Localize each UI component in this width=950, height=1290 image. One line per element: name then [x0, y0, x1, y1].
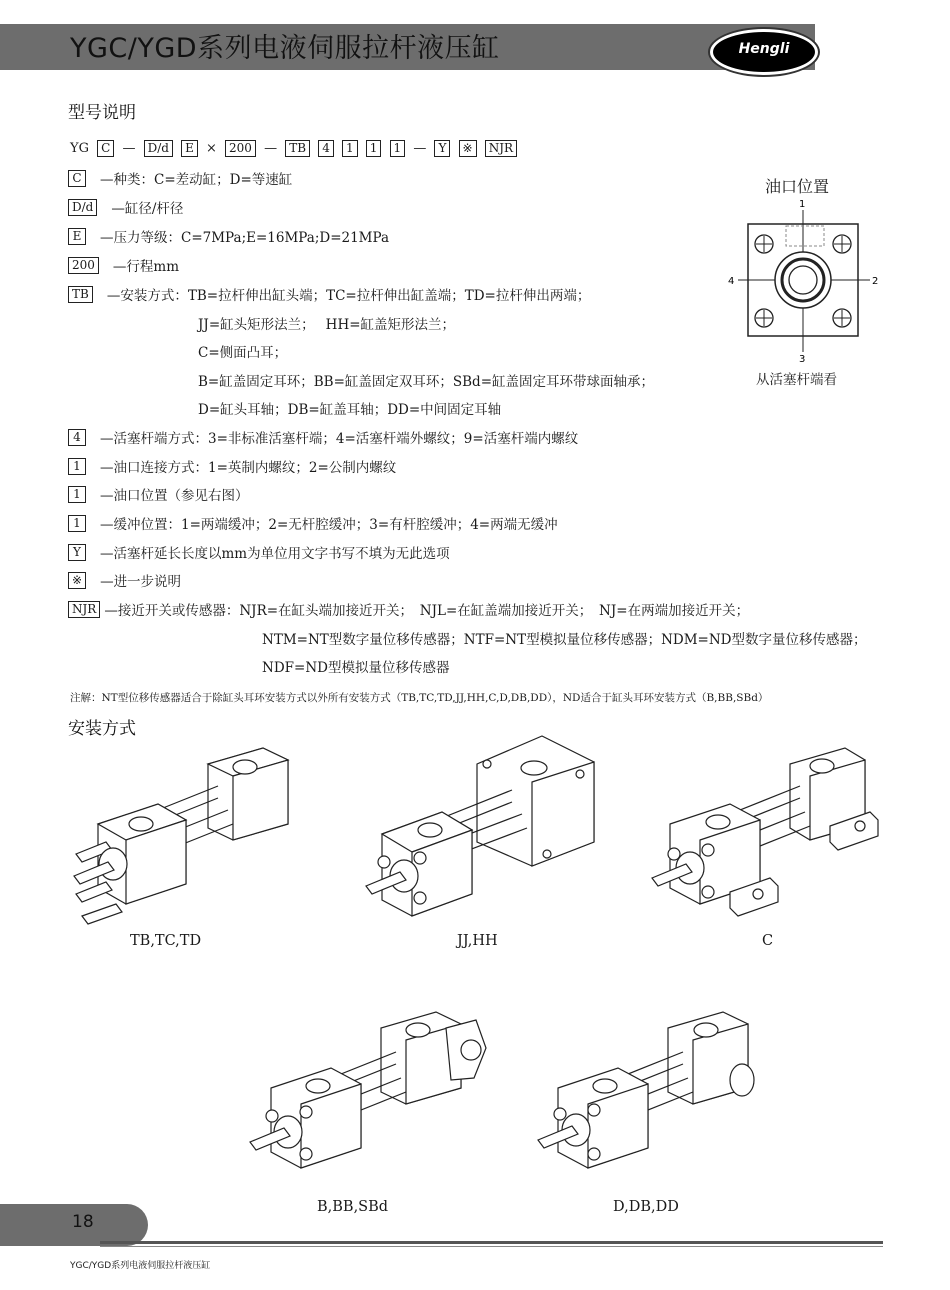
cylinder-c-image [650, 744, 880, 924]
code-box: Y [434, 140, 450, 157]
option-box: ※ [68, 572, 86, 589]
option-row-sensor [68, 599, 749, 619]
option-text: —安装方式：TB=拉杆伸出缸头端；TC=拉杆伸出缸盖端；TD=拉杆伸出两端； [106, 288, 591, 304]
option-box: C [68, 170, 86, 187]
option-text: —油口连接方式：1=英制内螺纹；2=公制内螺纹 [100, 460, 397, 476]
option-box: TB [68, 286, 93, 303]
code-box: 1 [390, 140, 406, 157]
option-text: —进一步说明 [100, 574, 182, 590]
option-row-bore [68, 197, 183, 217]
code-times: × [205, 141, 217, 156]
option-row-port-conn [68, 456, 396, 476]
option-text: —活塞杆端方式：3=非标准活塞杆端；4=活塞杆端外螺纹；9=活塞杆端内螺纹 [100, 431, 579, 447]
model-heading: 型号说明 [68, 103, 136, 123]
cylinder-jj-image [362, 734, 602, 924]
port-label-3: 3 [799, 354, 806, 365]
mounting-label-tb: TB,TC,TD [130, 933, 202, 949]
code-box: 4 [318, 140, 334, 157]
code-box: 1 [342, 140, 358, 157]
option-text: —行程mm [112, 259, 180, 275]
option-box: 1 [68, 458, 86, 475]
mounting-cont: D=缸头耳轴；DB=缸盖耳轴；DD=中间固定耳轴 [198, 402, 502, 418]
option-box: 1 [68, 515, 86, 532]
sensor-cont: NTM=NT型数字量位移传感器；NTF=NT型模拟量位移传感器；NDM=ND型数字量位移传感器； [262, 632, 867, 648]
mounting-label-c: C [762, 933, 774, 949]
option-box: 4 [68, 429, 86, 446]
sensor-cont: NDF=ND型模拟量位移传感器 [262, 660, 450, 676]
port-diagram [728, 196, 888, 366]
code-box: 1 [366, 140, 382, 157]
code-dash: — [264, 141, 278, 156]
port-label-4: 4 [728, 276, 735, 287]
footer-text: YGC/YGD系列电液伺服拉杆液压缸 [70, 1261, 211, 1271]
option-box: 200 [68, 257, 99, 274]
code-box: ※ [459, 140, 477, 157]
port-label-1: 1 [799, 199, 806, 210]
page-number: 18 [72, 1212, 94, 1232]
option-box: Y [68, 544, 86, 561]
rod [789, 266, 817, 294]
code-dash: — [413, 141, 427, 156]
mounting-label-d: D,DB,DD [613, 1199, 679, 1215]
cylinder-tb-image [68, 744, 298, 924]
option-box: D/d [68, 199, 97, 216]
mounting-cont: JJ=缸头矩形法兰； HH=缸盖矩形法兰； [198, 317, 456, 333]
mounting-heading: 安装方式 [68, 719, 136, 739]
mounting-label-b: B,BB,SBd [317, 1199, 389, 1215]
mounting-label-jj: JJ,HH [457, 933, 498, 949]
option-box: NJR [68, 601, 100, 618]
option-box: 1 [68, 486, 86, 503]
cylinder-b-image [246, 1008, 496, 1188]
option-text: —种类：C=差动缸；D=等速缸 [100, 172, 293, 188]
port-label-2: 2 [872, 276, 879, 287]
option-row-type [68, 168, 292, 188]
model-code [70, 140, 521, 157]
option-row-further [68, 570, 181, 590]
code-box: 200 [225, 140, 256, 157]
option-text: —压力等级：C=7MPa;E=16MPa;D=21MPa [100, 230, 390, 246]
code-box: D/d [144, 140, 173, 157]
code-prefix: YG [70, 141, 89, 156]
hengli-logo [710, 29, 818, 75]
logo-text: Hengli [738, 41, 790, 57]
cylinder-d-image [538, 1008, 768, 1188]
option-row-pressure [68, 226, 389, 246]
code-box: C [97, 140, 114, 157]
note-text: 注解：NT型位移传感器适合于除缸头耳环安装方式以外所有安装方式（TB,TC,TD,JJ,HH,C,D,DB,DD），ND适合于缸头耳环安装方式（B,BB,SBd） [70, 692, 769, 704]
option-row-cushion [68, 513, 558, 533]
footer-rule [100, 1241, 883, 1244]
code-box: NJR [485, 140, 517, 157]
option-row-port-pos [68, 484, 249, 504]
code-dash: — [122, 141, 136, 156]
code-box: E [181, 140, 198, 157]
option-row-rod-end [68, 427, 578, 447]
page-title: YGC/YGD系列电液伺服拉杆液压缸 [70, 33, 500, 64]
option-text: —油口位置（参见右图） [100, 488, 249, 504]
option-row-rod-ext [68, 542, 450, 562]
port-diagram-title: 油口位置 [765, 177, 830, 196]
option-box: E [68, 228, 86, 245]
option-row-stroke [68, 255, 179, 275]
footer-rule-thin [100, 1246, 883, 1247]
option-row-mounting [68, 284, 590, 304]
code-box: TB [285, 140, 310, 157]
option-text: —缸径/杆径 [111, 201, 184, 217]
option-text: —缓冲位置：1=两端缓冲；2=无杆腔缓冲；3=有杆腔缓冲；4=两端无缓冲 [100, 517, 558, 533]
option-text: —接近开关或传感器：NJR=在缸头端加接近开关； NJL=在缸盖端加接近开关； NJ=在两端加接近开关； [104, 603, 750, 619]
option-text: —活塞杆延长长度以mm为单位用文字书写不填为无此选项 [100, 546, 450, 562]
port-diagram-caption: 从活塞杆端看 [756, 372, 837, 388]
mounting-cont: C=侧面凸耳； [198, 345, 288, 361]
mounting-cont: B=缸盖固定耳环；BB=缸盖固定双耳环；SBd=缸盖固定耳环带球面轴承； [198, 374, 655, 390]
